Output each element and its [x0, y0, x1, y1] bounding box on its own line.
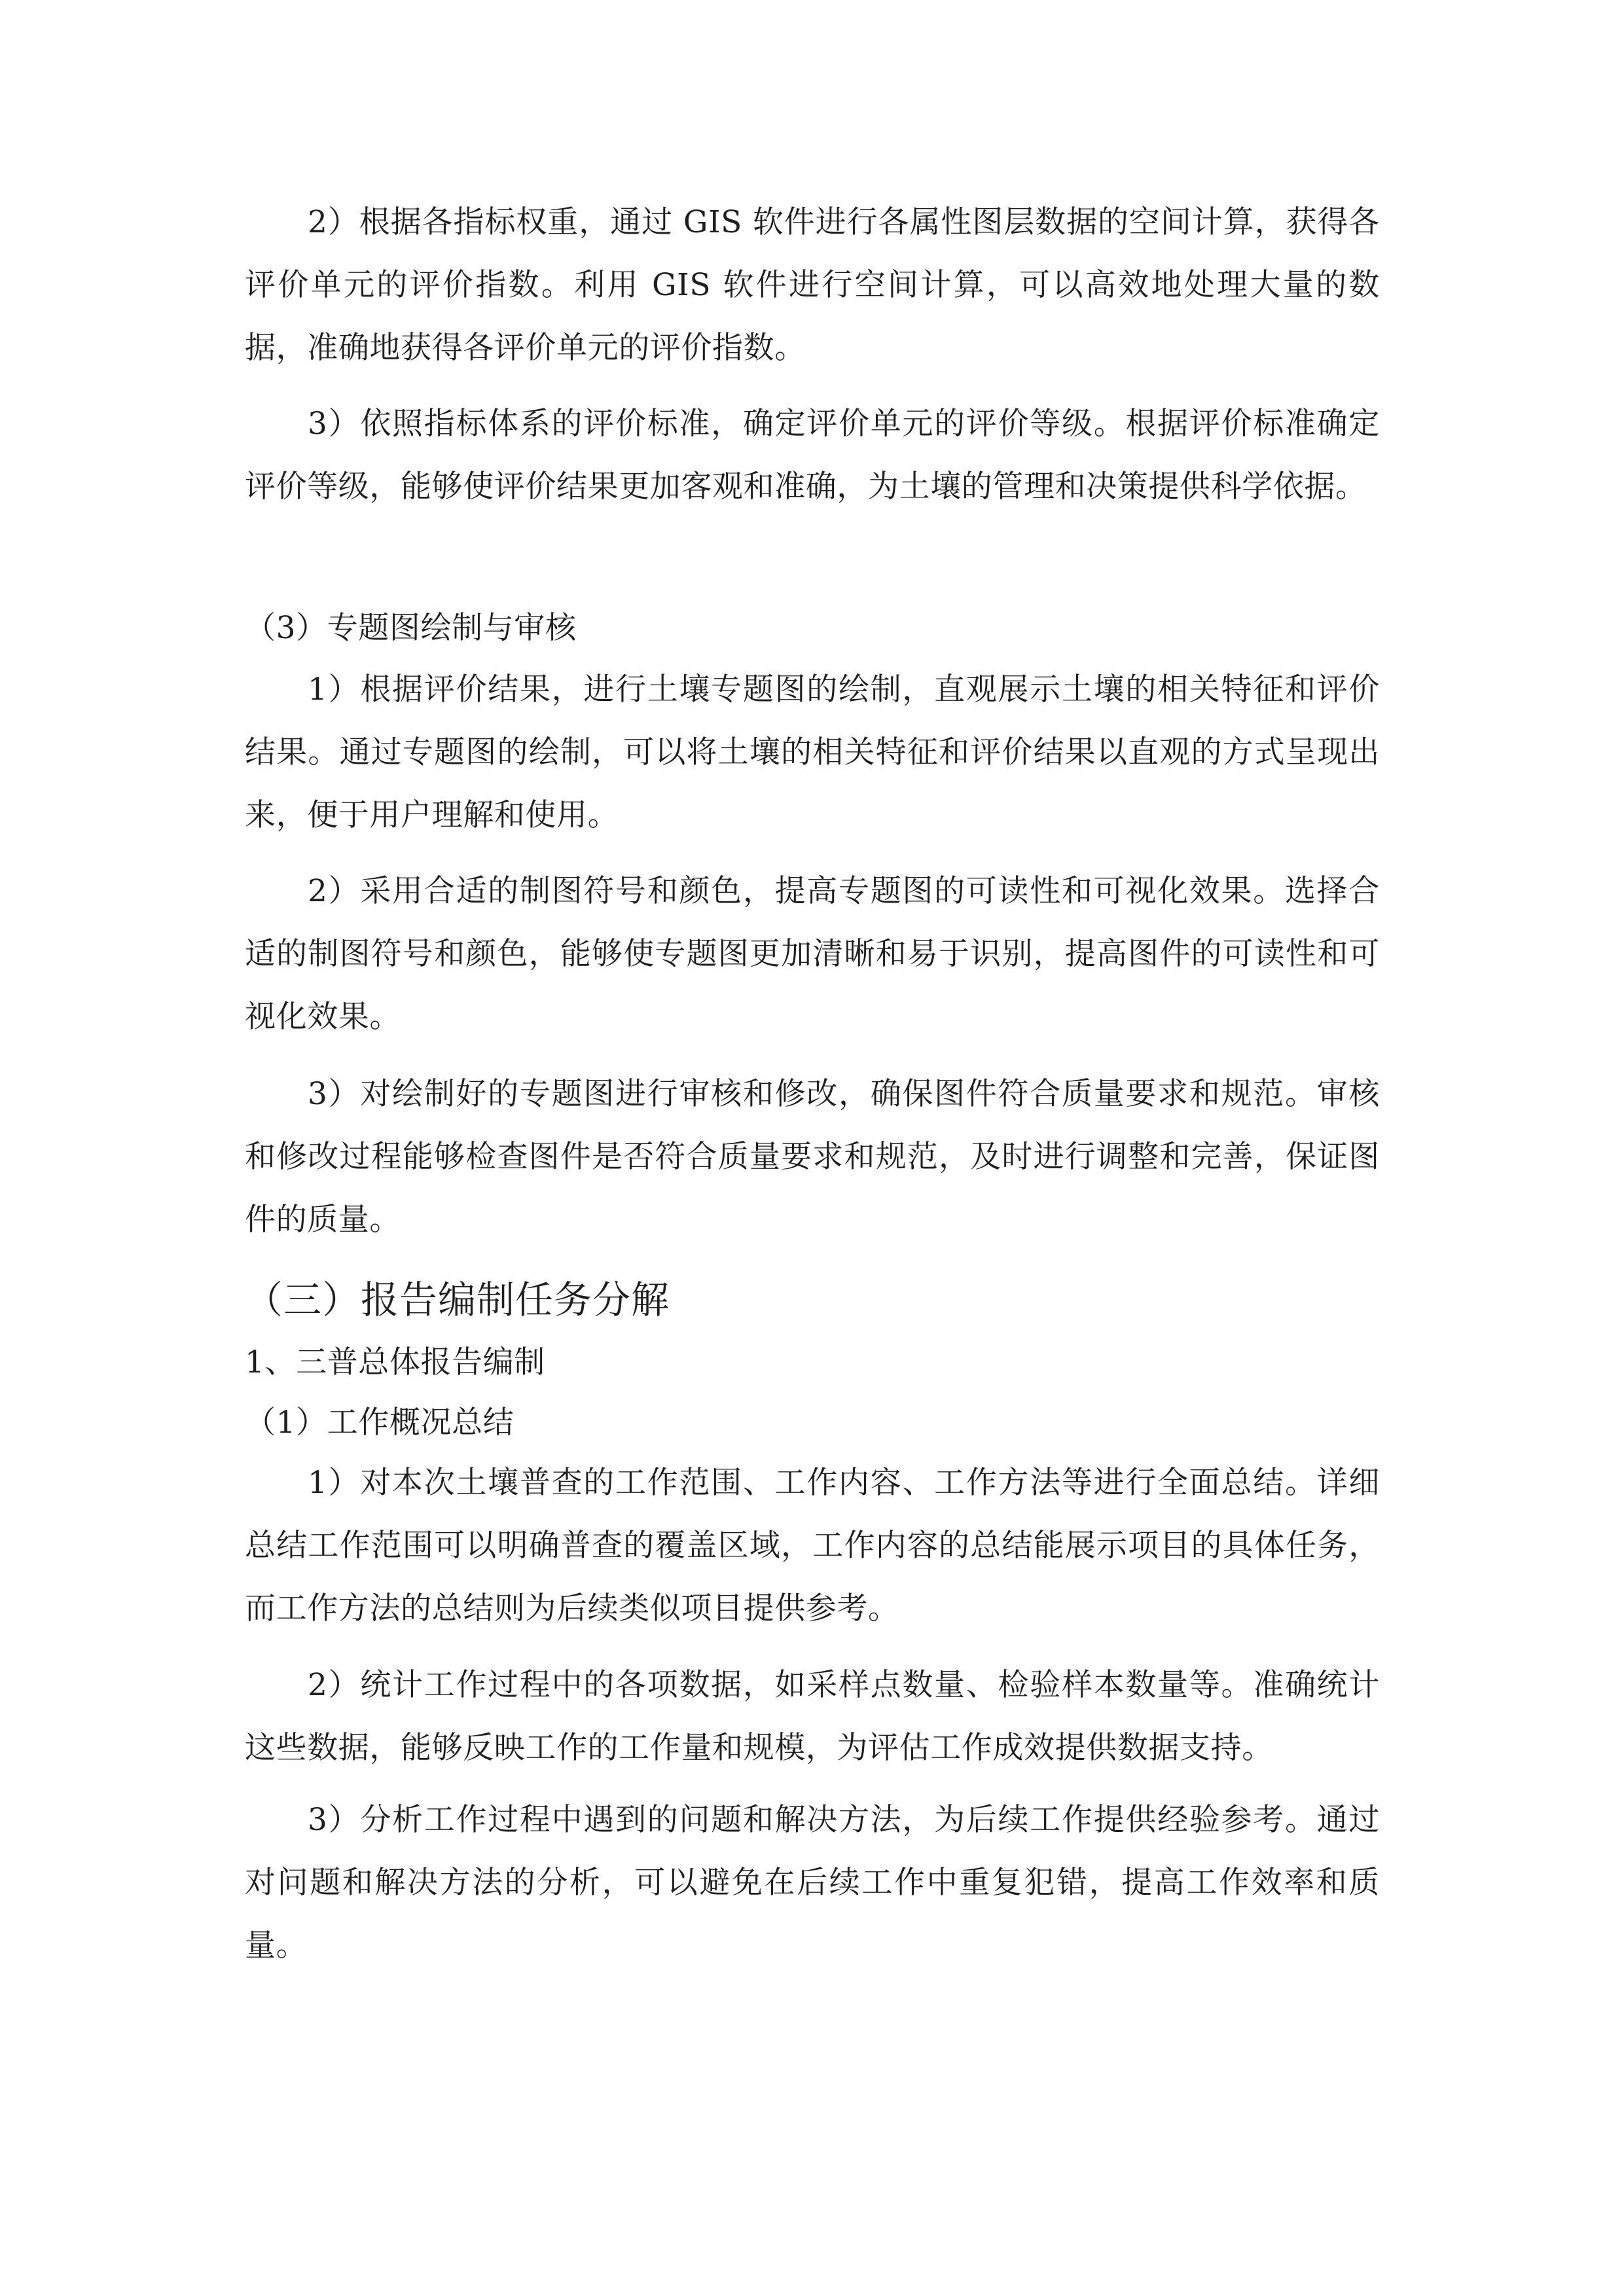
paragraph-problem-analysis: 3）分析工作过程中遇到的问题和解决方法，为后续工作提供经验参考。通过对问题和解决方法的分析，可以避免在后续工作中重复犯错，提高工作效率和质量。	[245, 1802, 1380, 1964]
subheading-work-summary: （1）工作概况总结	[245, 1405, 514, 1441]
subheading-thematic-map: （3）专题图绘制与审核	[245, 610, 577, 646]
paragraph-map-review: 3）对绘制好的专题图进行审核和修改，确保图件符合质量要求和规范。审核和修改过程能够检查图件是否符合质量要求和规范，及时进行调整和完善，保证图件的质量。	[245, 1076, 1380, 1238]
paragraph-work-scope: 1）对本次土壤普查的工作范围、工作内容、工作方法等进行全面总结。详细总结工作范围可以明确普查的覆盖区域，工作内容的总结能展示项目的具体任务，而工作方法的总结则为后续类似项目提供参考。	[245, 1465, 1380, 1626]
paragraph-work-statistics: 2）统计工作过程中的各项数据，如采样点数量、检验样本数量等。准确统计这些数据，能够反映工作的工作量和规模，为评估工作成效提供数据支持。	[245, 1667, 1380, 1766]
paragraph-evaluation-grade: 3）依照指标体系的评价标准，确定评价单元的评价等级。根据评价标准确定评价等级，能够使评价结果更加客观和准确，为土壤的管理和决策提供科学依据。	[245, 406, 1380, 505]
heading-overall-report: 1、三普总体报告编制	[245, 1344, 545, 1380]
paragraph-weight-calculation: 2）根据各指标权重，通过 GIS 软件进行各属性图层数据的空间计算，获得各评价单元的评价指数。利用 GIS 软件进行空间计算，可以高效地处理大量的数据，准确地获得各评价单元的评价指数。	[245, 204, 1380, 366]
section-heading-report-tasks: （三）报告编制任务分解	[245, 1278, 670, 1322]
paragraph-map-symbols: 2）采用合适的制图符号和颜色，提高专题图的可读性和可视化效果。选择合适的制图符号和颜色，能够使专题图更加清晰和易于识别，提高图件的可读性和可视化效果。	[245, 873, 1380, 1035]
paragraph-map-drawing: 1）根据评价结果，进行土壤专题图的绘制，直观展示土壤的相关特征和评价结果。通过专题图的绘制，可以将土壤的相关特征和评价结果以直观的方式呈现出来，便于用户理解和使用。	[245, 672, 1380, 833]
